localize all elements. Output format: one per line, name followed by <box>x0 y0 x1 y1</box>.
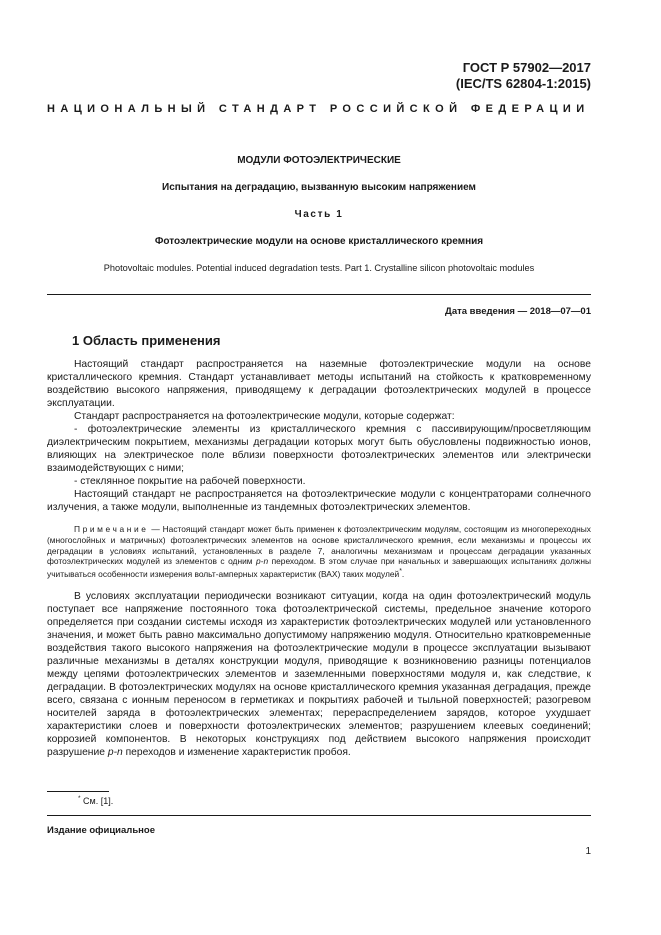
part-title: Фотоэлектрические модули на основе кристаллического кремния <box>154 236 484 247</box>
section-title: 1 Область применения <box>72 333 221 348</box>
paragraph-4 <box>47 590 591 759</box>
standard-code-block <box>456 60 591 92</box>
paragraph-2: Стандарт распространяется на фотоэлектрические модули, которые содержат: <box>74 411 455 422</box>
note-text-b: переходом. В этом случае при начальных и завершающих испытаниях должны учитываться особенности измерения вольт-амперных характеристик (ВАХ) таких модулей <box>47 556 591 579</box>
paragraph-4-pn-term: p-n <box>107 746 123 758</box>
note-text-a: — Настоящий стандарт может быть применен к фотоэлектрическим модулям, состоящим из многопереходных (многослойных и матричных) фотоэлектрических элементов на основе кристаллического кремния, если механизмы и процессы их деградации в условиях испытаний, установленных в разделе 7, аналогичны механизмам и процессам деградации указанных фотоэлектрических модулей из элементов с одним <box>47 524 591 567</box>
introduction-date: Дата введения — 2018—07—01 <box>445 306 591 317</box>
national-standard-title: НАЦИОНАЛЬНЫЙ СТАНДАРТ РОССИЙСКОЙ ФЕДЕРАЦИИ <box>47 103 590 115</box>
footnote-reference: * <box>399 568 402 576</box>
header-divider <box>47 294 591 295</box>
footnote <box>78 795 113 806</box>
note-pn-term: p-n <box>256 556 269 567</box>
paragraph-4-text-a: В условиях эксплуатации периодически возникают ситуации, когда на один фотоэлектрический модуль поступает все напряжение постоянного тока фотоэлектрической системы, предельное значение которого определяется при создании системы исходя из характеристик фотоэлектрических модулей или установленного значения, и может быть равно максимально допустимому напряжению модуля. Относительно кратковременные воздействия такого высокого напряжения на фотоэлектрические модули в процессе эксплуатации вызывают различные механизмы в деталях конструкции модуля, приводящие к возникновению разницы потенциалов между цепями фотоэлектрических элементов и заземленными поверхностями модуля и, как следствие, к деградации. В фотоэлектрических модулях на основе кристаллического кремния указанная деградация, прежде всего, связана с ионным переносом в герметиках и покрытиях рабочей и тыльной поверхностей; разогревом носителей заряда в фотоэлектрических элементах; перераспределением зарядов, которое ухудшает характеристики слоев и поверхности фотоэлектрических элементов; разрушением клеевых соединений; коррозией компонентов. В некоторых конструкциях под действием высокого напряжения происходит разрушение <box>47 590 591 758</box>
footnote-text: См. [1]. <box>80 796 114 806</box>
note-paragraph <box>47 524 591 580</box>
list-item-1: - фотоэлектрические элементы из кристаллического кремния с пассивирующим/просветляющим диэлектрическим покрытием, механизмы деградации которых могут быть обусловлены подвижностью ионов, влияющих на электрическое поле вблизи поверхности фотоэлектрических элементов или электрически взаимодействующих с ними; <box>47 424 591 474</box>
footnote-divider <box>47 791 109 792</box>
edition-label: Издание официальное <box>47 825 155 836</box>
page-number: 1 <box>585 846 591 857</box>
iec-code: (IEC/TS 62804-1:2015) <box>455 76 591 91</box>
document-title: МОДУЛИ ФОТОЭЛЕКТРИЧЕСКИЕ <box>237 155 401 166</box>
paragraph-1: Настоящий стандарт распространяется на наземные фотоэлектрические модули на основе кристаллического кремния. Стандарт устанавливает методы испытаний на стойкость к кратковременному воздействию высокого напряжения, приводящему к деградации фотоэлектрических модулей в процессе эксплуатации. <box>47 359 591 409</box>
english-title: Photovoltaic modules. Potential induced degradation tests. Part 1. Crystalline silicon photovoltaic modules <box>103 263 535 273</box>
section-body <box>47 358 591 759</box>
part-label: Часть 1 <box>294 209 344 220</box>
paragraph-4-text-b: переходов и изменение характеристик пробоя. <box>122 746 351 758</box>
standard-code: ГОСТ Р 57902—2017 <box>462 60 591 75</box>
footnote-mark: * <box>78 795 81 802</box>
note-text-c: . <box>401 568 405 579</box>
list-item-2: - стеклянное покрытие на рабочей поверхности. <box>74 476 306 487</box>
document-subtitle: Испытания на деградацию, вызванную высоким напряжением <box>162 182 476 193</box>
note-label: Примечание <box>74 524 149 534</box>
paragraph-3: Настоящий стандарт не распространяется на фотоэлектрические модули с концентраторами солнечного излучения, а также модули, выполненные из тандемных фотоэлектрических элементов. <box>47 489 591 513</box>
footer-divider <box>47 815 591 816</box>
